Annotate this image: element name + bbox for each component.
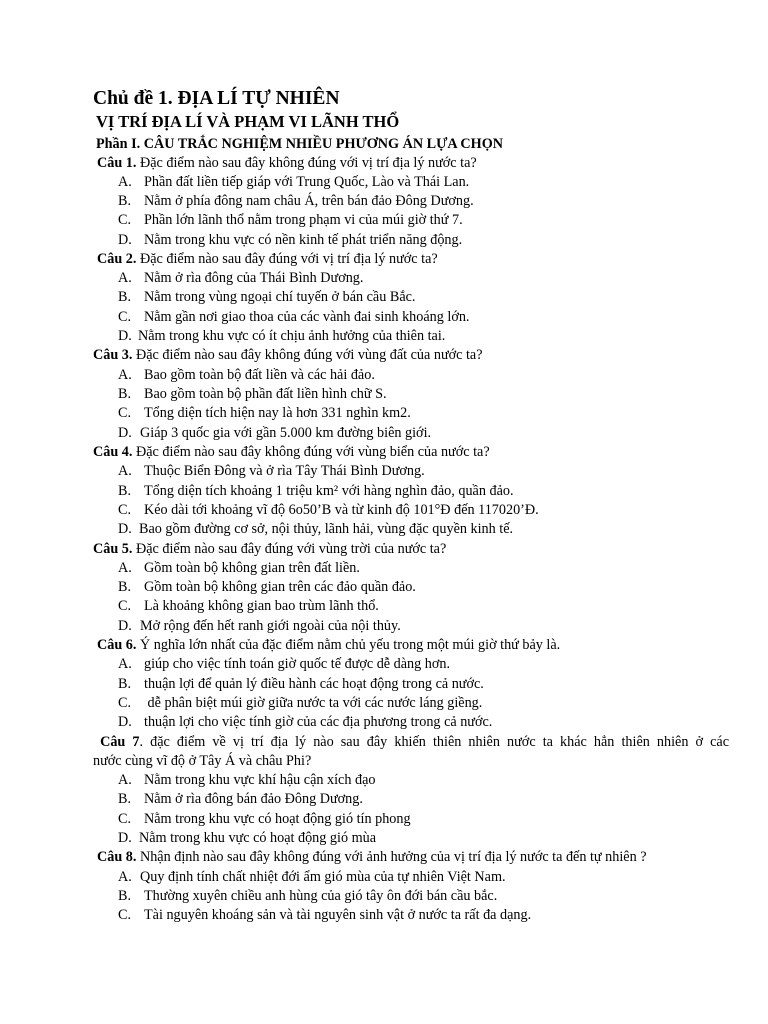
option-5d: D. Mở rộng đến hết ranh giới ngoài của nội thủy. [118, 618, 401, 634]
question-5 [93, 541, 446, 558]
option-1c: C. Phần lớn lãnh thổ nằm trong phạm vi của múi giờ thứ 7. [118, 212, 463, 228]
option-3b: B. Bao gồm toàn bộ phần đất liền hình chữ S. [118, 386, 387, 402]
option-7a: A. Nằm trong khu vực khí hậu cận xích đạo [118, 772, 376, 788]
option-3c: C. Tổng diện tích hiện nay là hơn 331 nghìn km2. [118, 405, 411, 421]
question-1 [97, 155, 477, 172]
option-8c: C. Tài nguyên khoáng sản và tài nguyên sinh vật ở nước ta rất đa dạng. [118, 907, 532, 923]
question-text: Đặc điểm nào sau đây không đúng với vị trí địa lý nước ta? [139, 155, 477, 171]
option-7b: B. Nằm ở rìa đông bán đảo Đông Dương. [118, 791, 363, 807]
question-text: . đặc điểm về vị trí địa lý nào sau đây khiến thiên nhiên nước ta khác hẳn thiên nhiên ở các [139, 734, 730, 750]
option-7d: D. Nằm trong khu vực có hoạt động gió mùa [118, 830, 377, 846]
question-label: Câu 6. [97, 637, 137, 653]
option-5b: B. Gồm toàn bộ không gian trên các đảo quần đảo. [118, 579, 416, 595]
question-4 [93, 444, 490, 461]
option-4d: D. Bao gồm đường cơ sở, nội thủy, lãnh hải, vùng đặc quyền kinh tế. [118, 521, 514, 537]
option-2a: A. Nằm ở rìa đông của Thái Bình Dương. [118, 270, 364, 286]
question-text: Đặc điểm nào sau đây đúng với vùng trời của nước ta? [135, 541, 447, 557]
option-8a: A. Quy định tính chất nhiệt đới ẩm gió mùa của tự nhiên Việt Nam. [118, 869, 506, 885]
option-6b: B. thuận lợi để quản lý điều hành các hoạt động trong cả nước. [118, 676, 484, 692]
question-text: Đặc điểm nào sau đây không đúng với vùng đất của nước ta? [135, 347, 483, 363]
question-text: Đặc điểm nào sau đây không đúng với vùng biển của nước ta? [135, 444, 490, 460]
option-5c: C. Là khoảng không gian bao trùm lãnh thổ. [118, 598, 379, 614]
question-3 [93, 347, 483, 364]
question-text: Nhận định nào sau đây không đúng với ảnh hưởng của vị trí địa lý nước ta đến tự nhiên ? [139, 849, 647, 865]
option-1d: D. Nằm trong khu vực có nền kinh tế phát triển năng động. [118, 232, 463, 248]
question-2 [97, 251, 438, 268]
option-7c: C. Nằm trong khu vực có hoạt động gió tín phong [118, 811, 411, 827]
question-label: Câu 3. [93, 347, 133, 363]
option-6a: A. giúp cho việc tính toán giờ quốc tế được dễ dàng hơn. [118, 656, 450, 672]
option-1b: B. Nằm ở phía đông nam châu Á, trên bán đảo Đông Dương. [118, 193, 474, 209]
option-5a: A. Gồm toàn bộ không gian trên đất liền. [118, 560, 360, 576]
question-label: Câu 8. [97, 849, 137, 865]
option-1a: A. Phần đất liền tiếp giáp với Trung Quốc, Lào và Thái Lan. [118, 174, 470, 190]
question-label: Câu 5. [93, 541, 133, 557]
option-4c: C. Kéo dài tới khoảng vĩ độ 6o50’B và từ kinh độ 101°Đ đến 117020’Đ. [118, 502, 539, 518]
question-7-continued: nước cùng vĩ độ ở Tây Á và châu Phi? [93, 753, 312, 769]
question-label: Câu 7 [100, 734, 140, 750]
question-label: Câu 2. [97, 251, 137, 267]
question-label: Câu 4. [93, 444, 133, 460]
question-6 [97, 637, 560, 654]
question-text: Đặc điểm nào sau đây đúng với vị trí địa lý nước ta? [139, 251, 438, 267]
option-6d: D. thuận lợi cho việc tính giờ của các địa phương trong cả nước. [118, 714, 493, 730]
question-label: Câu 1. [97, 155, 137, 171]
question-8 [97, 849, 647, 866]
document-subtitle: VỊ TRÍ ĐỊA LÍ VÀ PHẠM VI LÃNH THỔ [96, 112, 400, 131]
option-2d: D. Nằm trong khu vực có ít chịu ảnh hưởng của thiên tai. [118, 328, 446, 344]
option-8b: B. Thường xuyên chiều anh hùng của gió tây ôn đới bán cầu bắc. [118, 888, 498, 904]
option-3d: D. Giáp 3 quốc gia với gần 5.000 km đường biên giới. [118, 425, 432, 441]
question-7 [93, 734, 729, 751]
question-text: Ý nghĩa lớn nhất của đặc điểm nằm chủ yếu trong một múi giờ thứ bảy là. [139, 637, 561, 653]
section-heading: Phần I. CÂU TRẮC NGHIỆM NHIỀU PHƯƠNG ÁN LỰA CHỌN [96, 136, 503, 152]
option-3a: A. Bao gồm toàn bộ đất liền và các hải đảo. [118, 367, 375, 383]
option-2b: B. Nằm trong vùng ngoại chí tuyến ở bán cầu Bắc. [118, 289, 416, 305]
option-6c: C. dễ phân biệt múi giờ giữa nước ta với các nước láng giềng. [118, 695, 483, 711]
option-2c: C. Nằm gần nơi giao thoa của các vành đai sinh khoáng lớn. [118, 309, 470, 325]
document-title: Chủ đề 1. ĐỊA LÍ TỰ NHIÊN [93, 88, 340, 109]
option-4b: B. Tổng diện tích khoảng 1 triệu km² với hàng nghìn đảo, quần đảo. [118, 483, 514, 499]
option-4a: A. Thuộc Biển Đông và ở rìa Tây Thái Bình Dương. [118, 463, 425, 479]
